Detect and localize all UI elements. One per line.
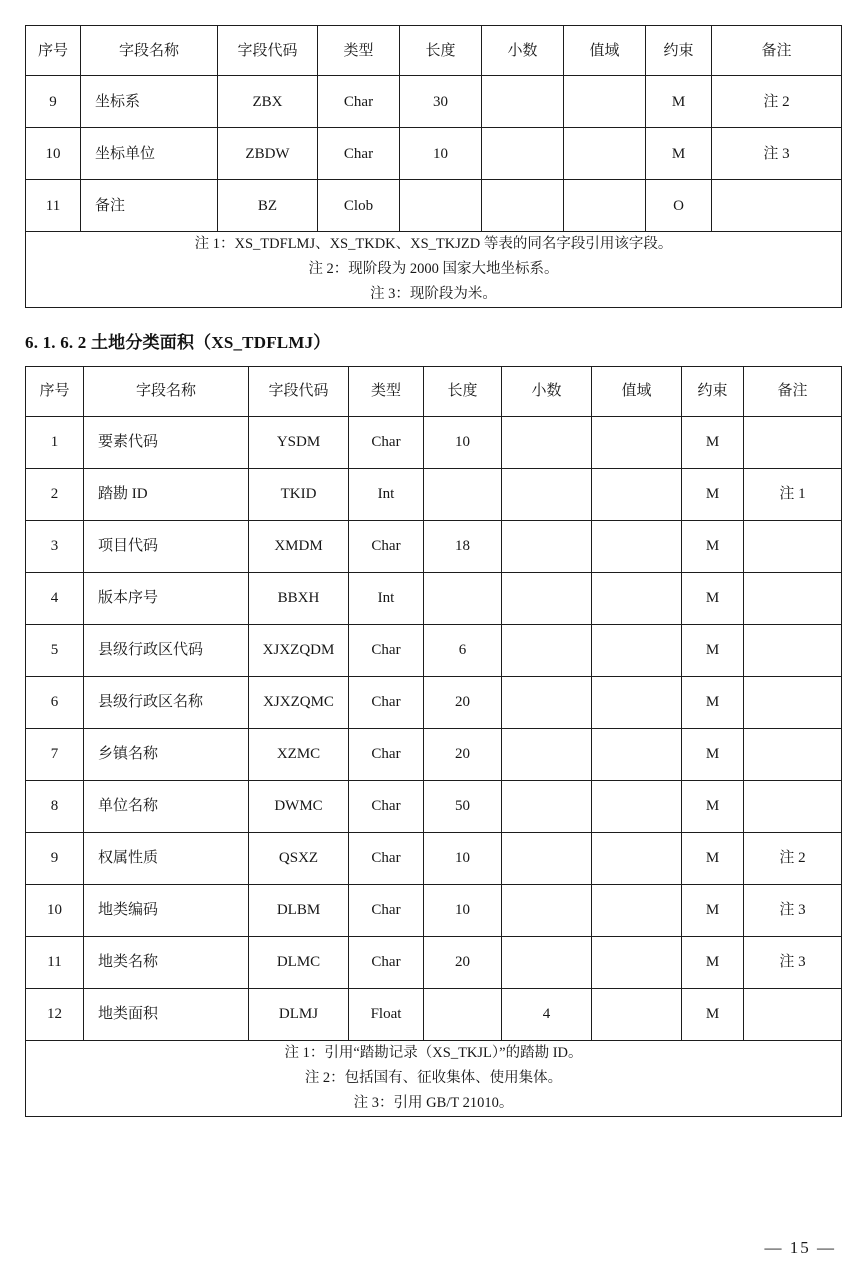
cell-decimal	[502, 468, 592, 520]
cell-type: Char	[318, 128, 400, 180]
cell-seq: 2	[26, 468, 84, 520]
cell-length: 10	[424, 416, 502, 468]
cell-length: 18	[424, 520, 502, 572]
cell-constraint: M	[682, 572, 744, 624]
cell-constraint: O	[646, 180, 712, 232]
cell-seq: 10	[26, 128, 81, 180]
cell-field-name: 要素代码	[84, 416, 249, 468]
cell-field-name: 版本序号	[84, 572, 249, 624]
table-2-notes	[26, 1040, 842, 1116]
cell-length: 20	[424, 728, 502, 780]
cell-remark	[712, 180, 842, 232]
column-header-constraint: 约束	[646, 26, 712, 76]
cell-seq: 8	[26, 780, 84, 832]
cell-field-code: YSDM	[249, 416, 349, 468]
table-row	[26, 988, 842, 1040]
cell-type: Char	[349, 624, 424, 676]
cell-remark	[744, 988, 842, 1040]
table-row	[26, 416, 842, 468]
cell-type: Char	[349, 780, 424, 832]
cell-remark	[744, 416, 842, 468]
cell-remark	[744, 728, 842, 780]
table-row	[26, 780, 842, 832]
cell-field-code: DWMC	[249, 780, 349, 832]
cell-domain	[564, 128, 646, 180]
cell-field-code: XMDM	[249, 520, 349, 572]
cell-field-name: 权属性质	[84, 832, 249, 884]
column-header-domain: 值域	[564, 26, 646, 76]
cell-remark: 注 2	[712, 76, 842, 128]
cell-field-name: 县级行政区名称	[84, 676, 249, 728]
cell-field-code: XJXZQDM	[249, 624, 349, 676]
cell-constraint: M	[682, 468, 744, 520]
cell-domain	[564, 76, 646, 128]
note-line: 注 3：引用 GB/T 21010。	[353, 1094, 514, 1111]
field-spec-table-1	[25, 25, 842, 308]
cell-length	[424, 572, 502, 624]
table-row	[26, 676, 842, 728]
table-1-header	[26, 26, 842, 76]
cell-length: 10	[400, 128, 482, 180]
cell-domain	[592, 884, 682, 936]
column-header-remark: 备注	[712, 26, 842, 76]
column-header-field-code: 字段代码	[249, 366, 349, 416]
cell-field-name: 地类名称	[84, 936, 249, 988]
table-row	[26, 936, 842, 988]
cell-length: 30	[400, 76, 482, 128]
cell-type: Int	[349, 572, 424, 624]
cell-constraint: M	[646, 76, 712, 128]
column-header-domain: 值域	[592, 366, 682, 416]
cell-length: 6	[424, 624, 502, 676]
table-1-notes	[26, 232, 842, 308]
cell-decimal	[502, 832, 592, 884]
cell-field-code: ZBDW	[218, 128, 318, 180]
table-row	[26, 180, 842, 232]
cell-seq: 11	[26, 936, 84, 988]
cell-field-name: 坐标系	[81, 76, 218, 128]
note-line: 注 1：引用“踏勘记录（XS_TKJL）”的踏勘 ID。	[284, 1044, 583, 1061]
cell-domain	[592, 416, 682, 468]
cell-remark	[744, 624, 842, 676]
cell-decimal	[482, 76, 564, 128]
cell-remark	[744, 572, 842, 624]
cell-length: 20	[424, 936, 502, 988]
cell-decimal	[482, 180, 564, 232]
column-header-decimal: 小数	[482, 26, 564, 76]
cell-remark: 注 2	[744, 832, 842, 884]
cell-decimal	[502, 676, 592, 728]
column-header-field-code: 字段代码	[218, 26, 318, 76]
column-header-field-name: 字段名称	[84, 366, 249, 416]
table-notes-row	[26, 1040, 842, 1116]
table-1-body	[26, 76, 842, 308]
heading-top-spacer	[0, 308, 866, 328]
cell-type: Char	[349, 728, 424, 780]
cell-seq: 6	[26, 676, 84, 728]
cell-field-code: XJXZQMC	[249, 676, 349, 728]
cell-field-name: 乡镇名称	[84, 728, 249, 780]
cell-domain	[592, 728, 682, 780]
cell-constraint: M	[682, 936, 744, 988]
cell-field-name: 单位名称	[84, 780, 249, 832]
cell-type: Char	[349, 676, 424, 728]
cell-domain	[592, 572, 682, 624]
cell-domain	[592, 676, 682, 728]
cell-field-name: 地类编码	[84, 884, 249, 936]
cell-field-code: TKID	[249, 468, 349, 520]
column-header-constraint: 约束	[682, 366, 744, 416]
cell-field-code: XZMC	[249, 728, 349, 780]
cell-remark: 注 3	[744, 936, 842, 988]
cell-type: Clob	[318, 180, 400, 232]
cell-decimal	[502, 572, 592, 624]
page-title: 6. 1. 6. 2 土地分类面积（XS_TDFLMJ）	[25, 332, 331, 352]
cell-field-name: 地类面积	[84, 988, 249, 1040]
column-header-decimal: 小数	[502, 366, 592, 416]
cell-type: Float	[349, 988, 424, 1040]
note-line: 注 3：现阶段为米。	[370, 285, 497, 302]
cell-constraint: M	[682, 676, 744, 728]
cell-seq: 3	[26, 520, 84, 572]
cell-seq: 9	[26, 76, 81, 128]
table-row	[26, 624, 842, 676]
cell-field-name: 备注	[81, 180, 218, 232]
table-row	[26, 520, 842, 572]
cell-decimal	[502, 416, 592, 468]
cell-remark	[744, 520, 842, 572]
cell-constraint: M	[682, 832, 744, 884]
cell-type: Char	[349, 416, 424, 468]
cell-length	[424, 988, 502, 1040]
column-header-remark: 备注	[744, 366, 842, 416]
cell-seq: 4	[26, 572, 84, 624]
cell-field-code: DLMC	[249, 936, 349, 988]
cell-field-name: 项目代码	[84, 520, 249, 572]
cell-domain	[592, 780, 682, 832]
table-row	[26, 76, 842, 128]
column-header-type: 类型	[318, 26, 400, 76]
cell-type: Char	[349, 520, 424, 572]
cell-length	[424, 468, 502, 520]
cell-decimal: 4	[502, 988, 592, 1040]
cell-constraint: M	[682, 728, 744, 780]
note-line: 注 1：XS_TDFLMJ、XS_TKDK、XS_TKJZD 等表的同名字段引用该字段。	[194, 236, 673, 252]
column-header-seq: 序号	[26, 366, 84, 416]
cell-type: Char	[349, 832, 424, 884]
cell-domain	[592, 988, 682, 1040]
cell-domain	[592, 936, 682, 988]
cell-remark	[744, 676, 842, 728]
table-2-body	[26, 416, 842, 1116]
cell-type: Char	[349, 936, 424, 988]
cell-domain	[592, 520, 682, 572]
cell-type: Char	[349, 884, 424, 936]
column-header-length: 长度	[400, 26, 482, 76]
field-spec-table-2	[25, 366, 842, 1117]
table-header-row	[26, 366, 842, 416]
cell-decimal	[502, 520, 592, 572]
cell-field-name: 县级行政区代码	[84, 624, 249, 676]
page-number: — 15 —	[764, 1238, 836, 1257]
column-header-field-name: 字段名称	[81, 26, 218, 76]
cell-length	[400, 180, 482, 232]
cell-constraint: M	[682, 416, 744, 468]
heading-bottom-spacer	[0, 353, 866, 366]
table-row	[26, 832, 842, 884]
cell-decimal	[502, 780, 592, 832]
cell-field-code: DLMJ	[249, 988, 349, 1040]
cell-domain	[564, 180, 646, 232]
table-notes-row	[26, 232, 842, 308]
cell-domain	[592, 624, 682, 676]
cell-decimal	[502, 624, 592, 676]
cell-seq: 12	[26, 988, 84, 1040]
note-line: 注 2：包括国有、征收集体、使用集体。	[304, 1069, 563, 1086]
table-row	[26, 468, 842, 520]
cell-decimal	[482, 128, 564, 180]
cell-constraint: M	[682, 624, 744, 676]
cell-constraint: M	[646, 128, 712, 180]
cell-seq: 1	[26, 416, 84, 468]
table-row	[26, 884, 842, 936]
cell-domain	[592, 832, 682, 884]
cell-remark: 注 3	[712, 128, 842, 180]
table-row	[26, 572, 842, 624]
cell-type: Char	[318, 76, 400, 128]
column-header-length: 长度	[424, 366, 502, 416]
cell-constraint: M	[682, 988, 744, 1040]
column-header-type: 类型	[349, 366, 424, 416]
table-2-header	[26, 366, 842, 416]
cell-remark	[744, 780, 842, 832]
cell-type: Int	[349, 468, 424, 520]
cell-constraint: M	[682, 884, 744, 936]
cell-seq: 10	[26, 884, 84, 936]
cell-seq: 7	[26, 728, 84, 780]
cell-remark: 注 3	[744, 884, 842, 936]
table-row	[26, 128, 842, 180]
cell-seq: 5	[26, 624, 84, 676]
table-header-row	[26, 26, 842, 76]
cell-field-code: ZBX	[218, 76, 318, 128]
cell-length: 10	[424, 884, 502, 936]
cell-constraint: M	[682, 520, 744, 572]
top-spacer	[0, 0, 866, 25]
cell-field-code: BBXH	[249, 572, 349, 624]
cell-domain	[592, 468, 682, 520]
cell-field-name: 坐标单位	[81, 128, 218, 180]
cell-field-code: DLBM	[249, 884, 349, 936]
column-header-seq: 序号	[26, 26, 81, 76]
cell-constraint: M	[682, 780, 744, 832]
cell-seq: 11	[26, 180, 81, 232]
cell-field-code: QSXZ	[249, 832, 349, 884]
cell-seq: 9	[26, 832, 84, 884]
cell-decimal	[502, 728, 592, 780]
cell-field-name: 踏勘 ID	[84, 468, 249, 520]
cell-decimal	[502, 884, 592, 936]
cell-field-code: BZ	[218, 180, 318, 232]
note-line: 注 2：现阶段为 2000 国家大地坐标系。	[308, 260, 559, 277]
cell-decimal	[502, 936, 592, 988]
cell-remark: 注 1	[744, 468, 842, 520]
table-row	[26, 728, 842, 780]
cell-length: 20	[424, 676, 502, 728]
cell-length: 50	[424, 780, 502, 832]
cell-length: 10	[424, 832, 502, 884]
